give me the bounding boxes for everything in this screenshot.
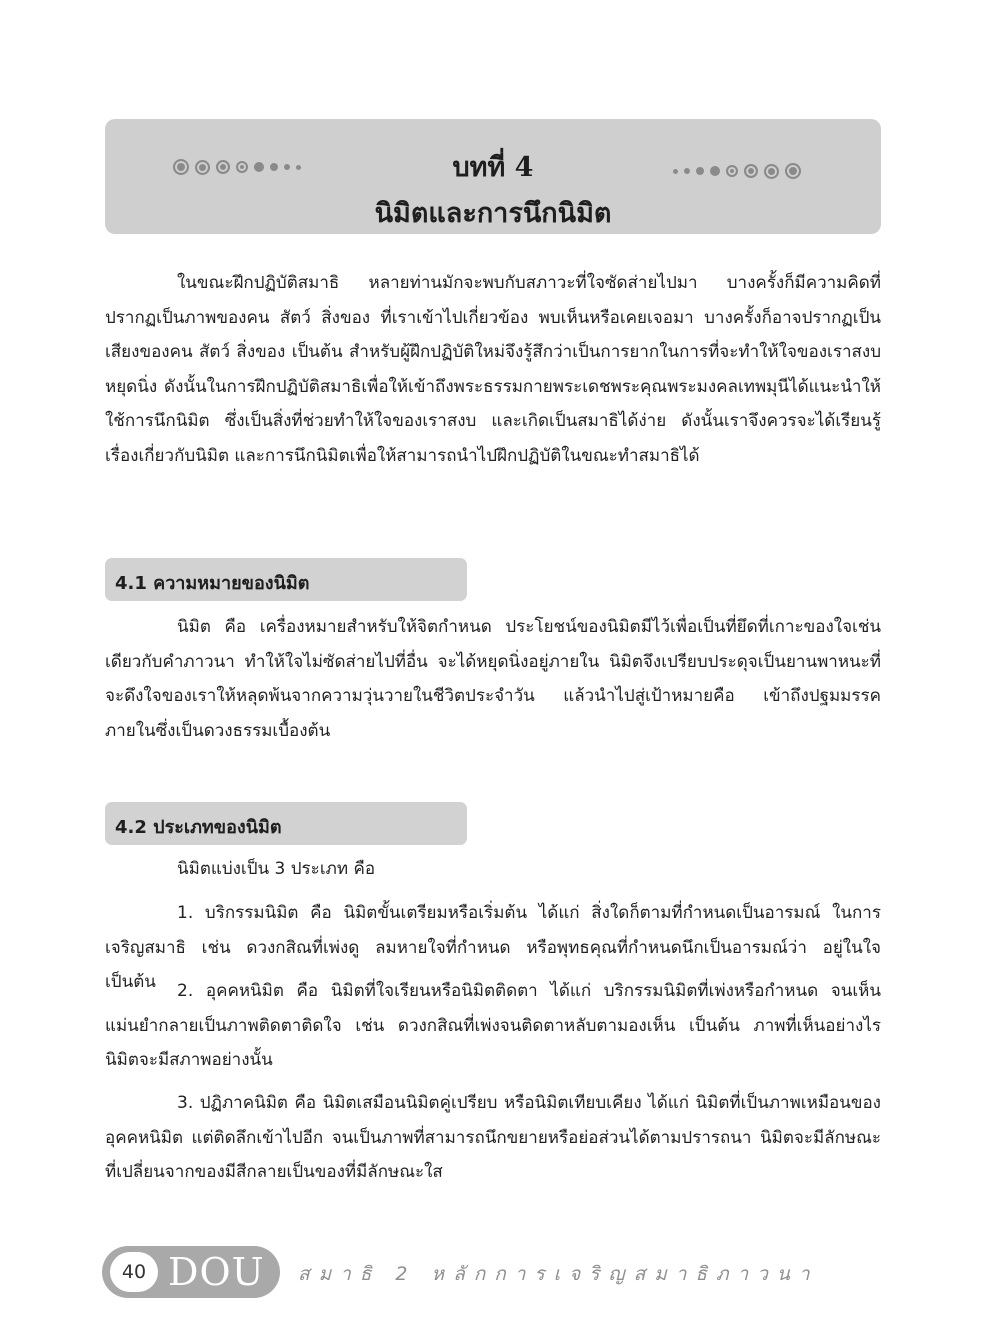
dou-logo: DOU	[168, 1250, 265, 1294]
nimitta-type-3	[105, 1086, 881, 1190]
dot-icon	[744, 164, 758, 178]
section-heading-4-1	[105, 558, 467, 601]
dot-icon	[710, 166, 720, 176]
section-heading-4-2	[105, 802, 467, 845]
intro-paragraph-text: ในขณะฝึกปฏิบัติสมาธิ หลายท่านมักจะพบกับสภาวะที่ใจซัดส่ายไปมา บางครั้งก็มีความคิดที่ปรากฏเป็นภาพของคน สัตว์ สิ่งของ ที่เราเข้าไปเกี่ยวข้อง พบเห็นหรือเคยเจอมา บางครั้งก็อาจปรากฏเป็นเสียงของคน สัตว์ สิ่งของ เป็นต้น สำหรับผู้ฝึกปฏิบัติใหม่จึงรู้สึกว่าเป็นการยากในการที่จะทำให้ใจของเราสงบหยุดนิ่ง ดังนั้นในการฝึกปฏิบัติสมาธิเพื่อให้เข้าถึงพระธรรมกายพระเดชพระคุณพระมงคลเทพมุนีได้แนะนำให้ใช้การนึกนิมิต ซึ่งเป็นสิ่งที่ช่วยทำให้ใจของเราสงบ และเกิดเป็นสมาธิได้ง่าย ดังนั้นเราจึงควรจะได้เรียนรู้เรื่องเกี่ยวกับนิมิต และการนึกนิมิตเพื่อให้สามารถนำไปฝึกปฏิบัติในขณะทำสมาธิได้	[105, 273, 881, 466]
nimitta-type-2	[105, 974, 881, 1078]
nimitta-type-1-text: 1. บริกรรมนิมิต คือ นิมิตขั้นเตรียมหรือเริ่มต้น ได้แก่ สิ่งใดก็ตามที่กำหนดเป็นอารมณ์ ในการเจริญสมาธิ เช่น ดวงกสิณที่เพ่งดู ลมหายใจที่กำหนด หรือพุทธคุณที่กำหนดนึกเป็นอารมณ์ว่า อยู่ในใจ เป็นต้น	[105, 903, 881, 992]
dot-icon	[785, 163, 801, 179]
section-4-1-paragraph-text: นิมิต คือ เครื่องหมายสำหรับให้จิตกำหนด ประโยชน์ของนิมิตมีไว้เพื่อเป็นที่ยึดที่เกาะของใจเช่นเดียวกับคำภาวนา ทำให้ใจไม่ซัดส่ายไปที่อื่น จะได้หยุดนิ่งอยู่ภายใน นิมิตจึงเปรียบประดุจเป็นยานพาหนะที่จะดึงใจของเราให้หลุดพ้นจากความวุ่นวายในชีวิตประจำวัน แล้วนำไปสู่เป้าหมายคือ เข้าถึงปฐมมรรคภายในซึ่งเป็นดวงธรรมเบื้องต้น	[105, 617, 881, 741]
chapter-banner	[105, 119, 881, 234]
section-4-1-paragraph	[105, 610, 881, 748]
nimitta-type-2-text: 2. อุคคหนิมิต คือ นิมิตที่ใจเรียนหรือนิมิตติดตา ได้แก่ บริกรรมนิมิตที่เพ่งหรือกำหนด จนเห็นแม่นยำกลายเป็นภาพติดตาติดใจ เช่น ดวงกสิณที่เพ่งจนติดตาหลับตามองเห็น เป็นต้น ภาพที่เห็นอย่างไร นิมิตจะมีสภาพอย่างนั้น	[105, 981, 881, 1070]
dot-icon	[726, 165, 738, 177]
section-4-2-intro-text: นิมิตแบ่งเป็น 3 ประเภท คือ	[177, 859, 376, 879]
dot-icon	[684, 168, 690, 174]
section-heading-text: 4.1 ความหมายของนิมิต	[115, 573, 310, 594]
chapter-number: บทที่ 4	[452, 152, 534, 183]
section-heading-text: 4.2 ประเภทของนิมิต	[115, 817, 282, 838]
dot-icon	[696, 167, 704, 175]
footer-pill	[102, 1246, 280, 1298]
dot-icon	[764, 164, 779, 179]
nimitta-type-3-text: 3. ปฏิภาคนิมิต คือ นิมิตเสมือนนิมิตคู่เปรียบ หรือนิมิตเทียบเคียง ได้แก่ นิมิตที่เป็นภาพเหมือนของอุคคหนิมิต แต่ติดลึกเข้าไปอีก จนเป็นภาพที่สามารถนึกขยายหรือย่อส่วนได้ตามปรารถนา นิมิตจะมีลักษณะที่เปลี่ยนจากของมีสีกลายเป็นของที่มีลักษณะใส	[105, 1093, 881, 1182]
section-4-2-intro	[105, 852, 881, 887]
page-number: 40	[110, 1252, 158, 1292]
book-title: สมาธิ 2 หลักการเจริญสมาธิภาวนา	[298, 1263, 819, 1285]
dot-icon	[673, 169, 678, 174]
chapter-title: นิมิตและการนึกนิมิต	[374, 198, 612, 229]
decorative-dots-right	[673, 163, 801, 179]
intro-paragraph	[105, 266, 881, 473]
